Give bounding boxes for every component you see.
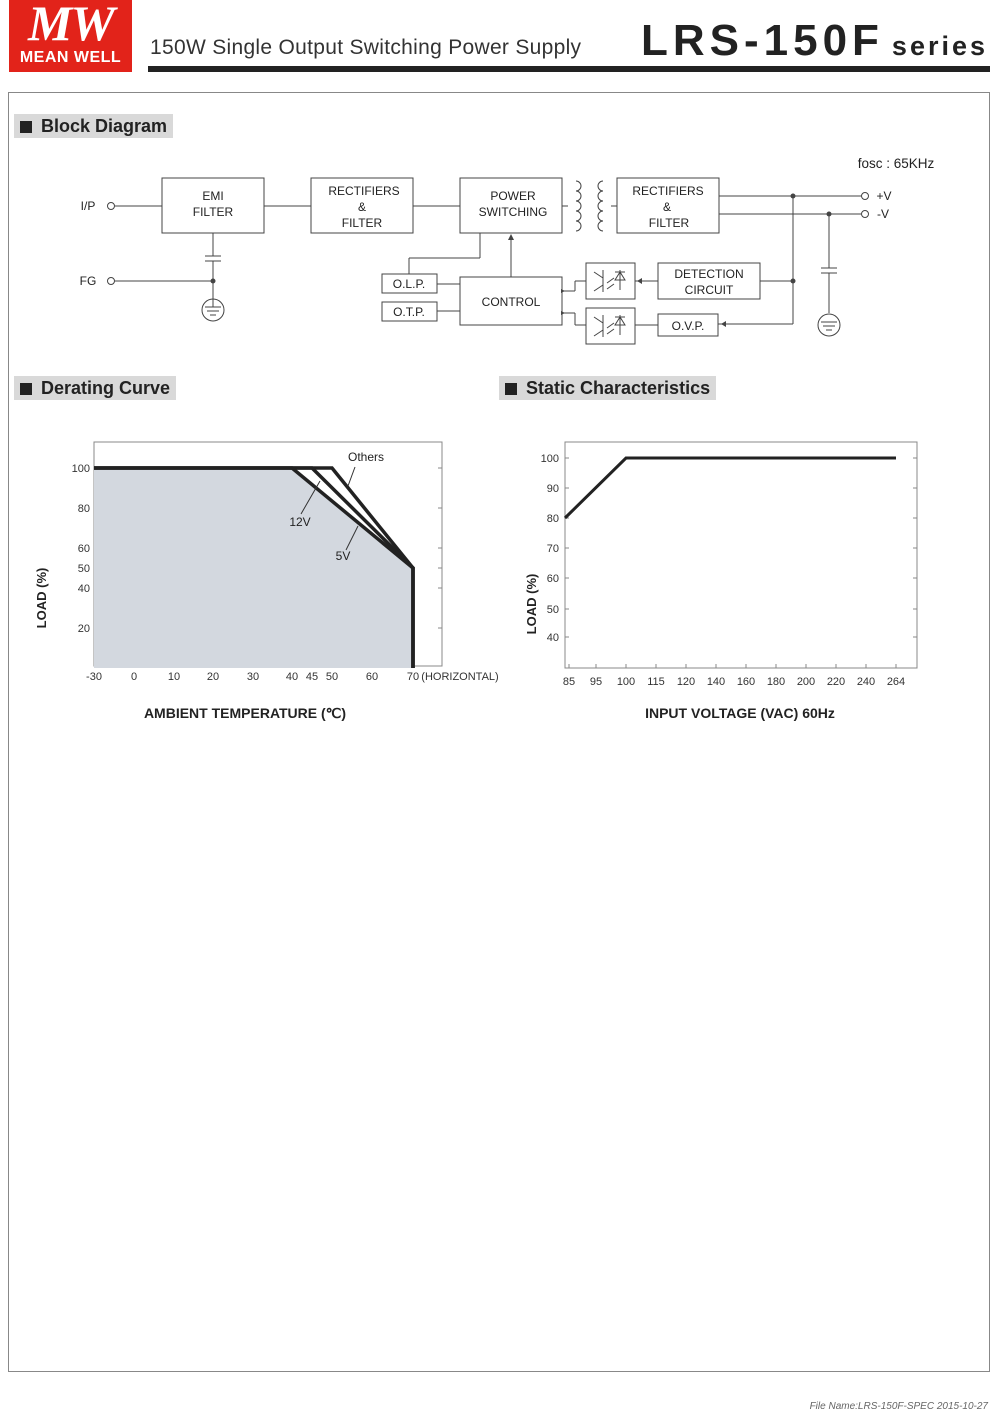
section-title: Derating Curve: [41, 378, 171, 398]
otp-label: O.T.P.: [393, 305, 425, 319]
vminus-label: -V: [877, 207, 889, 221]
rect2-label-1: RECTIFIERS: [632, 184, 704, 198]
derating-safe-area: [94, 468, 413, 668]
section-derating-curve: [14, 376, 176, 400]
control-label: CONTROL: [481, 295, 541, 309]
y-tick-label: 80: [546, 513, 559, 525]
static-plot-frame: [565, 442, 917, 668]
x-tick-label: 240: [856, 676, 876, 688]
document-title: 150W Single Output Switching Power Supply: [150, 36, 582, 59]
x-tick-label: 30: [246, 671, 260, 683]
x-tick-label: 95: [589, 676, 603, 688]
model-number: LRS-150F: [640, 16, 884, 65]
ip-label: I/P: [80, 199, 96, 213]
rect2-label-2: &: [662, 200, 672, 214]
x-tick-label: 50: [325, 671, 339, 683]
series-label-others: Others: [347, 450, 385, 464]
y-tick-label: 50: [546, 604, 559, 616]
y-tick-label: 60: [546, 573, 559, 585]
x-tick-label: 85: [562, 676, 576, 688]
x-tick-label: 220: [826, 676, 846, 688]
vplus-label: +V: [876, 189, 892, 203]
emi-label-1: EMI: [202, 189, 224, 203]
y-tick-label: 40: [77, 583, 90, 595]
y-tick-label: 70: [546, 543, 559, 555]
bullet-square-icon: [20, 383, 32, 395]
x-tick-label: 180: [766, 676, 786, 688]
x-tick-label: 100: [616, 676, 636, 688]
derating-x-axis-title: AMBIENT TEMPERATURE (℃): [143, 705, 347, 721]
y-tick-label: 80: [77, 503, 90, 515]
y-tick-label: 60: [77, 543, 90, 555]
x-tick-label: 120: [676, 676, 696, 688]
fosc-label: fosc : 65KHz: [857, 156, 935, 171]
power-label-1: POWER: [490, 189, 536, 203]
series-label: series: [891, 31, 988, 61]
static-load-line: [565, 458, 896, 518]
section-static-characteristics: [499, 376, 716, 400]
power-label-2: SWITCHING: [478, 205, 548, 219]
series-label-12v: 12V: [289, 515, 311, 529]
y-tick-label: 20: [77, 623, 90, 635]
section-title: Static Characteristics: [526, 378, 711, 398]
fg-label: FG: [79, 274, 97, 288]
y-tick-label: 40: [546, 632, 559, 644]
ovp-label: O.V.P.: [671, 319, 705, 333]
x-tick-label: 45: [305, 671, 319, 683]
x-tick-label: 10: [167, 671, 181, 683]
x-tick-label: 60: [365, 671, 379, 683]
logo-text: MEAN WELL: [19, 49, 122, 66]
rect1-label-2: &: [357, 200, 367, 214]
pointer-others: [348, 467, 355, 486]
x-axis-note: (HORIZONTAL): [421, 671, 499, 683]
rect2-label-3: FILTER: [648, 216, 690, 230]
file-name-footer: File Name:LRS-150F-SPEC 2015-10-27: [809, 1401, 988, 1412]
emi-label-2: FILTER: [192, 205, 234, 219]
rect1-label-1: RECTIFIERS: [328, 184, 400, 198]
block-diagram: [0, 0, 1000, 360]
x-tick-label: 70: [406, 671, 420, 683]
rect1-label-3: FILTER: [341, 216, 383, 230]
bullet-square-icon: [505, 383, 517, 395]
series-label-5v: 5V: [335, 549, 351, 563]
x-tick-label: 140: [706, 676, 726, 688]
y-tick-label: 90: [546, 483, 559, 495]
x-tick-label: 0: [130, 671, 138, 683]
static-y-axis-title: LOAD (%): [524, 573, 539, 635]
x-tick-label: 115: [647, 676, 665, 688]
detection-label-2: CIRCUIT: [684, 283, 734, 297]
derating-y-axis-title: LOAD (%): [34, 567, 49, 629]
logo-mark: MW: [28, 0, 113, 51]
derating-curve-chart: [0, 400, 500, 740]
x-tick-label: 264: [886, 676, 906, 688]
x-tick-label: 20: [206, 671, 220, 683]
detection-label-1: DETECTION: [674, 267, 744, 281]
olp-label: O.L.P.: [392, 277, 426, 291]
x-tick-label: -30: [86, 671, 102, 683]
static-characteristics-chart: [500, 400, 1000, 740]
x-tick-label: 40: [285, 671, 299, 683]
x-tick-label: 160: [736, 676, 756, 688]
y-tick-label: 100: [71, 463, 90, 475]
x-tick-label: 200: [796, 676, 816, 688]
section-title: Block Diagram: [41, 116, 168, 136]
y-tick-label: 100: [540, 453, 559, 465]
y-tick-label: 50: [77, 563, 90, 575]
static-x-axis-title: INPUT VOLTAGE (VAC) 60Hz: [645, 705, 835, 721]
